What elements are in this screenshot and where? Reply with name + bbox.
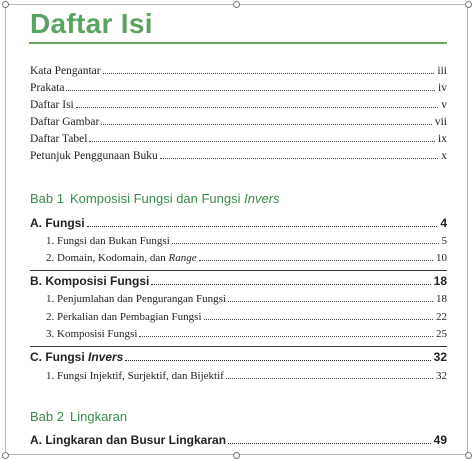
toc-subsection-text: 1. Penjumlahan dan Pengurangan Fungsi	[46, 293, 226, 305]
toc-entry-front-matter[interactable]	[30, 132, 447, 146]
toc-section-text: A. Fungsi	[30, 216, 85, 230]
toc-section-label	[30, 432, 226, 448]
toc-subsection-entry[interactable]	[46, 292, 447, 306]
section-divider	[30, 270, 447, 271]
toc-page-number: 32	[436, 370, 447, 382]
dot-leader	[228, 301, 433, 302]
toc-subsection-text: 1. Fungsi dan Bukan Fungsi	[46, 235, 170, 247]
toc-page-number: 32	[433, 350, 447, 364]
chapter-title: Komposisi Fungsi dan Fungsi	[69, 191, 245, 206]
toc-section-text: B. Komposisi Fungsi	[30, 274, 150, 288]
toc-subsection-text: 1. Fungsi Injektif, Surjektif, dan Bijektif	[46, 370, 224, 382]
toc-page-number: 18	[433, 274, 447, 288]
resize-handle-top-right[interactable]	[465, 1, 472, 8]
toc-subsection-label	[46, 327, 137, 341]
toc-page-number: 22	[436, 311, 447, 323]
toc-section-text: C. Fungsi	[30, 350, 88, 364]
dot-leader	[87, 226, 438, 227]
toc-entry-front-matter[interactable]	[30, 115, 447, 129]
resize-handle-bottom-center[interactable]	[233, 452, 240, 459]
title-underline	[29, 42, 447, 44]
toc-section-label	[30, 215, 85, 231]
toc-page-number: 4	[440, 216, 447, 230]
toc-section-entry[interactable]	[30, 215, 447, 231]
dot-leader	[172, 243, 439, 244]
section-divider	[30, 346, 447, 347]
toc-subsection-label	[46, 369, 224, 383]
chapter-title-italic: Invers	[244, 191, 280, 206]
dot-leader	[228, 443, 431, 444]
dot-leader	[151, 284, 430, 285]
toc-page-number: 25	[436, 328, 447, 340]
toc-section-text: A. Lingkaran dan Busur Lingkaran	[30, 433, 227, 447]
toc-subsection-label	[46, 251, 197, 265]
dot-leader	[139, 336, 433, 337]
toc-page-number: 49	[433, 433, 447, 447]
toc-page-number: iv	[438, 82, 447, 94]
chapter-title: Lingkaran	[69, 409, 128, 424]
toc-page-number: 18	[436, 293, 447, 305]
toc-section-label	[30, 349, 123, 365]
dot-leader	[125, 360, 430, 361]
toc-entry-front-matter[interactable]	[30, 149, 447, 163]
toc-section-text-italic: Invers	[88, 350, 124, 364]
toc-page-number: v	[441, 99, 447, 111]
dot-leader	[103, 73, 435, 74]
toc-subsection-text-italic: Range	[168, 252, 197, 264]
chapter-number: Bab 2	[30, 409, 64, 424]
dot-leader	[199, 260, 433, 261]
toc-subsection-entry[interactable]	[46, 251, 447, 265]
dot-leader	[226, 378, 433, 379]
dot-leader	[101, 124, 432, 125]
toc-subsection-entry[interactable]	[46, 327, 447, 341]
dot-leader	[204, 319, 433, 320]
toc-page-number: vii	[434, 116, 447, 128]
toc-entry-label: Daftar Gambar	[30, 116, 100, 128]
chapter-heading[interactable]	[30, 409, 127, 425]
toc-subsection-text: 2. Perkalian dan Pembagian Fungsi	[46, 311, 202, 323]
toc-subsection-text: 2. Domain, Kodomain, dan	[46, 252, 169, 264]
toc-entry-front-matter[interactable]	[30, 81, 447, 95]
dot-leader	[66, 90, 435, 91]
dot-leader	[89, 141, 435, 142]
resize-handle-bottom-right[interactable]	[465, 452, 472, 459]
toc-page-number: iii	[437, 65, 447, 77]
toc-entry-label: Petunjuk Penggunaan Buku	[30, 150, 158, 162]
toc-section-entry[interactable]	[30, 349, 447, 365]
toc-subsection-entry[interactable]	[46, 234, 447, 248]
toc-subsection-text: 3. Komposisi Fungsi	[46, 328, 138, 340]
toc-page-number: 5	[441, 235, 447, 247]
toc-entry-label: Daftar Isi	[30, 99, 74, 111]
toc-section-label	[30, 273, 149, 289]
chapter-number: Bab 1	[30, 191, 64, 206]
dot-leader	[76, 107, 439, 108]
toc-subsection-label	[46, 310, 202, 324]
toc-entry-label: Daftar Tabel	[30, 133, 88, 145]
toc-entry-front-matter[interactable]	[30, 98, 447, 112]
page-title: Daftar Isi	[30, 8, 153, 39]
toc-subsection-label	[46, 234, 170, 248]
toc-subsection-entry[interactable]	[46, 369, 447, 383]
resize-handle-top-center[interactable]	[233, 1, 240, 8]
toc-section-entry[interactable]	[30, 432, 447, 448]
toc-subsection-label	[46, 292, 226, 306]
toc-subsection-entry[interactable]	[46, 310, 447, 324]
resize-handle-top-left[interactable]	[2, 1, 9, 8]
toc-page-number: x	[441, 150, 447, 162]
toc-entry-label: Kata Pengantar	[30, 65, 101, 77]
toc-entry-label: Prakata	[30, 82, 65, 94]
toc-page-number: ix	[438, 133, 447, 145]
resize-handle-bottom-left[interactable]	[2, 452, 9, 459]
toc-section-entry[interactable]	[30, 273, 447, 289]
toc-page-number: 10	[436, 252, 447, 264]
toc-entry-front-matter[interactable]	[30, 64, 447, 78]
chapter-heading[interactable]	[30, 191, 280, 207]
dot-leader	[160, 158, 438, 159]
